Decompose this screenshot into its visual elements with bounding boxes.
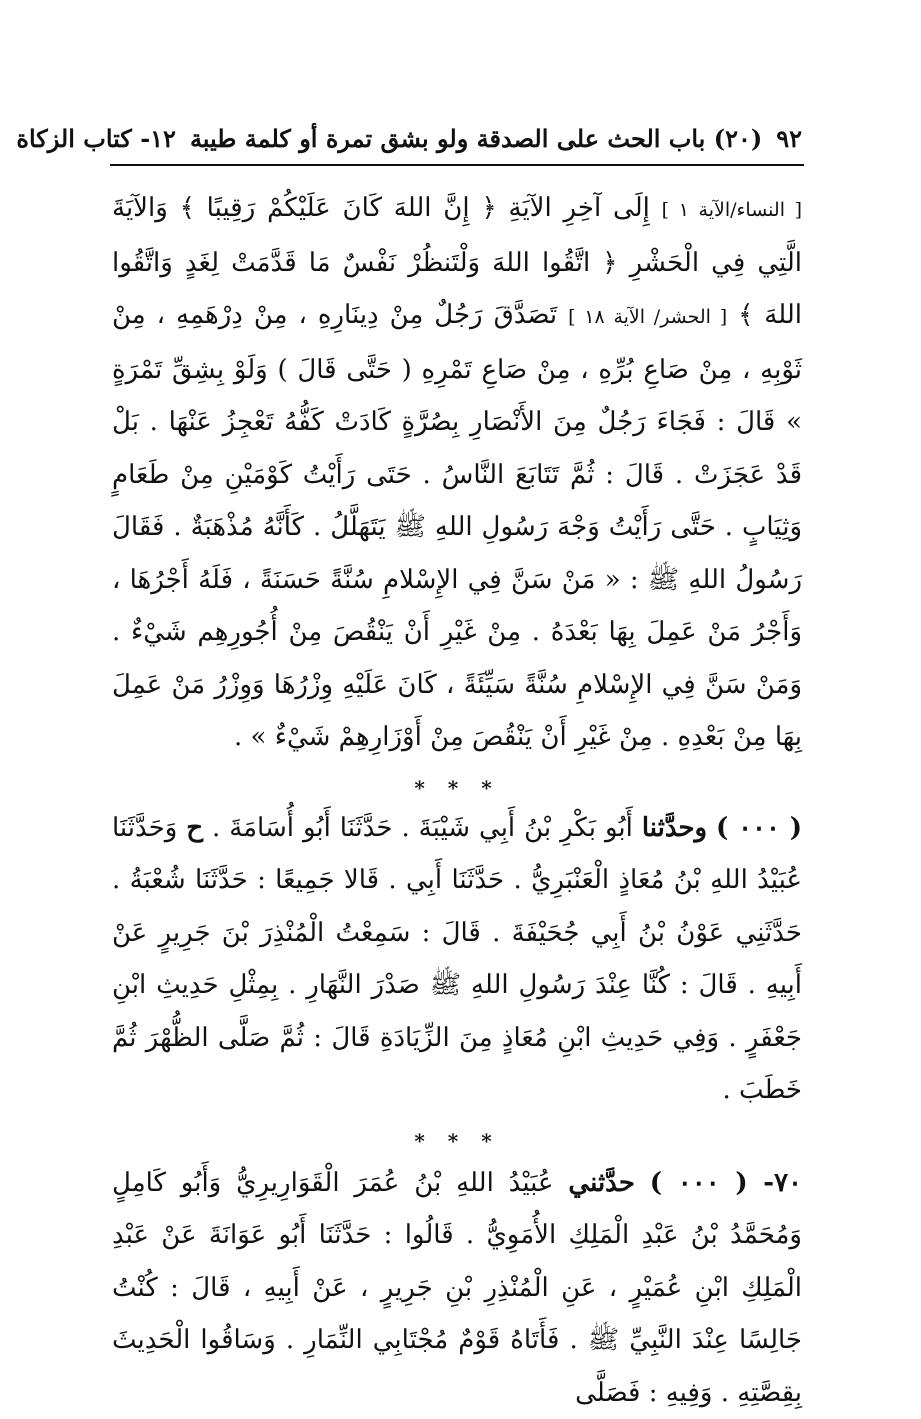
section-continuation	[112, 182, 802, 764]
hadith-lead-word: حدَّثني	[568, 1168, 634, 1198]
hadith-number: ( ٠٠٠ )	[716, 813, 802, 843]
verse-reference-nisa: [ النساء/الآية ١ ]	[662, 199, 802, 221]
chapter-title: (٢٠) باب الحث على الصدقة ولو بشق تمرة أو كلمة طيبة	[190, 124, 762, 153]
verse-reference-hashr: [ الحشر/ الآية ١٨ ]	[568, 306, 727, 328]
hadith-block	[112, 1157, 802, 1419]
hadith-number: ٧٠- ( ٠٠٠ )	[650, 1168, 802, 1198]
verse-text: إِلَى آخِرِ الآيَةِ ﴿ إِنَّ اللهَ كَانَ عَلَيْكُمْ رَقِيبًا ﴾ وَالآيَةَ الَّتِي فِي الْحَشْرِ ﴿ اتَّقُوا اللهَ وَلْتَنظُرْ نَفْسٌ مَا قَدَّمَتْ لِغَدٍ وَاتَّقُوا اللهَ ﴾	[112, 193, 802, 330]
hadith-isnad: أَبُو بَكْرِ بْنُ أَبِي شَيْبَةَ . حَدَّثَنَا أَبُو أُسَامَةَ .	[212, 813, 633, 843]
book-title: ١٢- كتاب الزكاة	[16, 124, 176, 153]
hadith-block	[112, 802, 802, 1117]
main-text	[112, 182, 802, 1419]
hadith-lead-word: وحدَّثنا	[642, 813, 707, 843]
section-separator: * * *	[112, 1131, 802, 1151]
running-header	[112, 116, 802, 160]
header-rule	[110, 164, 804, 166]
tahwil-marker: ح	[186, 813, 203, 843]
hadith-text: تَصَدَّقَ رَجُلٌ مِنْ دِينَارِهِ ، مِنْ دِرْهَمِهِ ، مِنْ ثَوْبِهِ ، مِنْ صَاعِ بُرِّهِ ، مِنْ صَاعِ تَمْرِهِ ( حَتَّى قَالَ ) وَلَوْ بِشِقِّ تَمْرَةٍ » قَالَ : فَجَاءَ رَجُلٌ مِنَ الأَنْصَارِ بِصُرَّةٍ كَادَتْ كَفُّهُ تَعْجِزُ عَنْهَا . بَلْ قَدْ عَجَزَتْ . قَالَ : ثُمَّ تَتَابَعَ النَّاسُ . حَتَى رَأَيْتُ كَوْمَيْنِ مِنْ طَعَامٍ وَثِيَابٍ . حَتَّى رَأَيْتُ وَجْهَ رَسُولِ اللهِ ﷺ يَتَهَلَّلُ . كَأَنَّهُ مُذْهَبَةٌ . فَقَالَ رَسُولُ اللهِ ﷺ : « مَنْ سَنَّ فِي الإِسْلامِ سُنَّةً حَسَنَةً ، فَلَهُ أَجْرُهَا ، وَأَجْرُ مَنْ عَمِلَ بِهَا بَعْدَهُ . مِنْ غَيْرِ أَنْ يَنْقُصَ مِنْ أُجُورِهِم شَيْءٌ . وَمَنْ سَنَّ فِي الإِسْلامِ سُنَّةً سَيِّئَةً ، كَانَ عَلَيْهِ وِزْرُهَا وَوِزْرُ مَنْ عَمِلَ بِهَا مِنْ بَعْدِهِ . مِنْ غَيْرِ أَنْ يَنْقُصَ مِنْ أَوْزَارِهِمْ شَيْءٌ » .	[112, 300, 802, 752]
page-number: ٩٢	[776, 124, 802, 153]
hadith-text: عُبَيْدُ اللهِ بْنُ عُمَرَ الْقَوَارِيرِيُّ وَأَبُو كَامِلٍ وَمُحَمَّدُ بْنُ عَبْدِ الْمَلِكِ الأُمَوِيُّ . قَالُوا : حَدَّثَنَا أَبُو عَوَانَةَ عَنْ عَبْدِ الْمَلِكِ ابْنِ عُمَيْرٍ ، عَنِ الْمُنْذِرِ بْنِ جَرِيرٍ ، عَنْ أَبِيهِ ، قَالَ : كُنْتُ جَالِسًا عِنْدَ النَّبِيِّ ﷺ . فَأَتَاهُ قَوْمٌ مُجْتَابِي النِّمَارِ . وَسَاقُوا الْحَدِيثَ بِقِصَّتِهِ . وَفِيهِ : فَصَلَّى	[112, 1168, 802, 1408]
section-separator: * * *	[112, 778, 802, 798]
hadith-text: وَحَدَّثَنَا عُبَيْدُ اللهِ بْنُ مُعَاذٍ الْعَنْبَرِيُّ . حَدَّثَنَا أَبِي . قَالا جَمِيعًا : حَدَّثَنَا شُعْبَةُ . حَدَّثَنِي عَوْنُ بْنُ أَبِي جُحَيْفَةَ . قَالَ : سَمِعْتُ الْمُنْذِرَ بْنَ جَرِيرٍ عَنْ أَبِيهِ . قَالَ : كُنَّا عِنْدَ رَسُولِ اللهِ ﷺ صَدْرَ النَّهَارِ . بِمِثْلِ حَدِيثِ ابْنِ جَعْفَرٍ . وَفِي حَدِيثِ ابْنِ مُعَاذٍ مِنَ الزِّيَادَةِ قَالَ : ثُمَّ صَلَّى الظُّهْرَ ثُمَّ خَطَبَ .	[112, 813, 802, 1106]
